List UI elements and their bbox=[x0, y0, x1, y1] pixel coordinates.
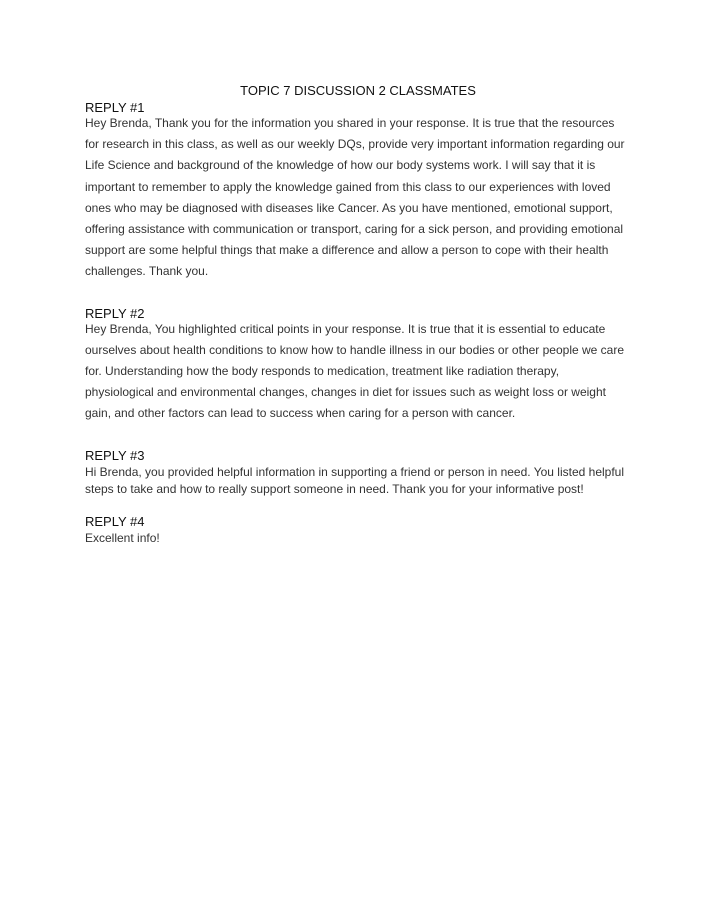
reply-section bbox=[85, 306, 631, 425]
reply-section bbox=[85, 514, 631, 547]
document-page bbox=[85, 83, 631, 547]
reply-body: Hi Brenda, you provided helpful information in supporting a friend or person in need. You listed helpful steps to take and how to really support someone in need. Thank you for your informative post! bbox=[85, 464, 625, 496]
reply-heading: REPLY #1 bbox=[85, 100, 145, 115]
reply-section bbox=[85, 448, 631, 498]
reply-heading: REPLY #3 bbox=[85, 447, 145, 463]
reply-heading: REPLY #2 bbox=[85, 305, 145, 321]
reply-body: Excellent info! bbox=[85, 530, 160, 545]
reply-section bbox=[85, 100, 631, 283]
reply-heading: REPLY #4 bbox=[85, 513, 145, 529]
reply-body: Hey Brenda, You highlighted critical points in your response. It is true that it is essential to educate ourselves about health conditions to know how to handle illness in our bodies or other people we care for. Understanding how the body responds to medication, treatment like radiation therapy, physiological and environmental changes, changes in diet for issues such as weight loss or weight gain, and other factors can lead to success when caring for a person with cancer. bbox=[85, 321, 625, 421]
reply-body: Hey Brenda, Thank you for the information you shared in your response. It is true that the resources for research in this class, as well as our weekly DQs, provide very important information regarding our Life Science and background of the knowledge of how our body systems work. I will say that it is important to remember to apply the knowledge gained from this class to our experiences with loved ones who may be diagnosed with diseases like Cancer. As you have mentioned, emotional support, offering assistance with communication or transport, caring for a sick person, and providing emotional support are some helpful things that make a difference and allow a person to cope with their health challenges. Thank you. bbox=[85, 116, 625, 279]
document-title: TOPIC 7 DISCUSSION 2 CLASSMATES bbox=[240, 83, 476, 98]
